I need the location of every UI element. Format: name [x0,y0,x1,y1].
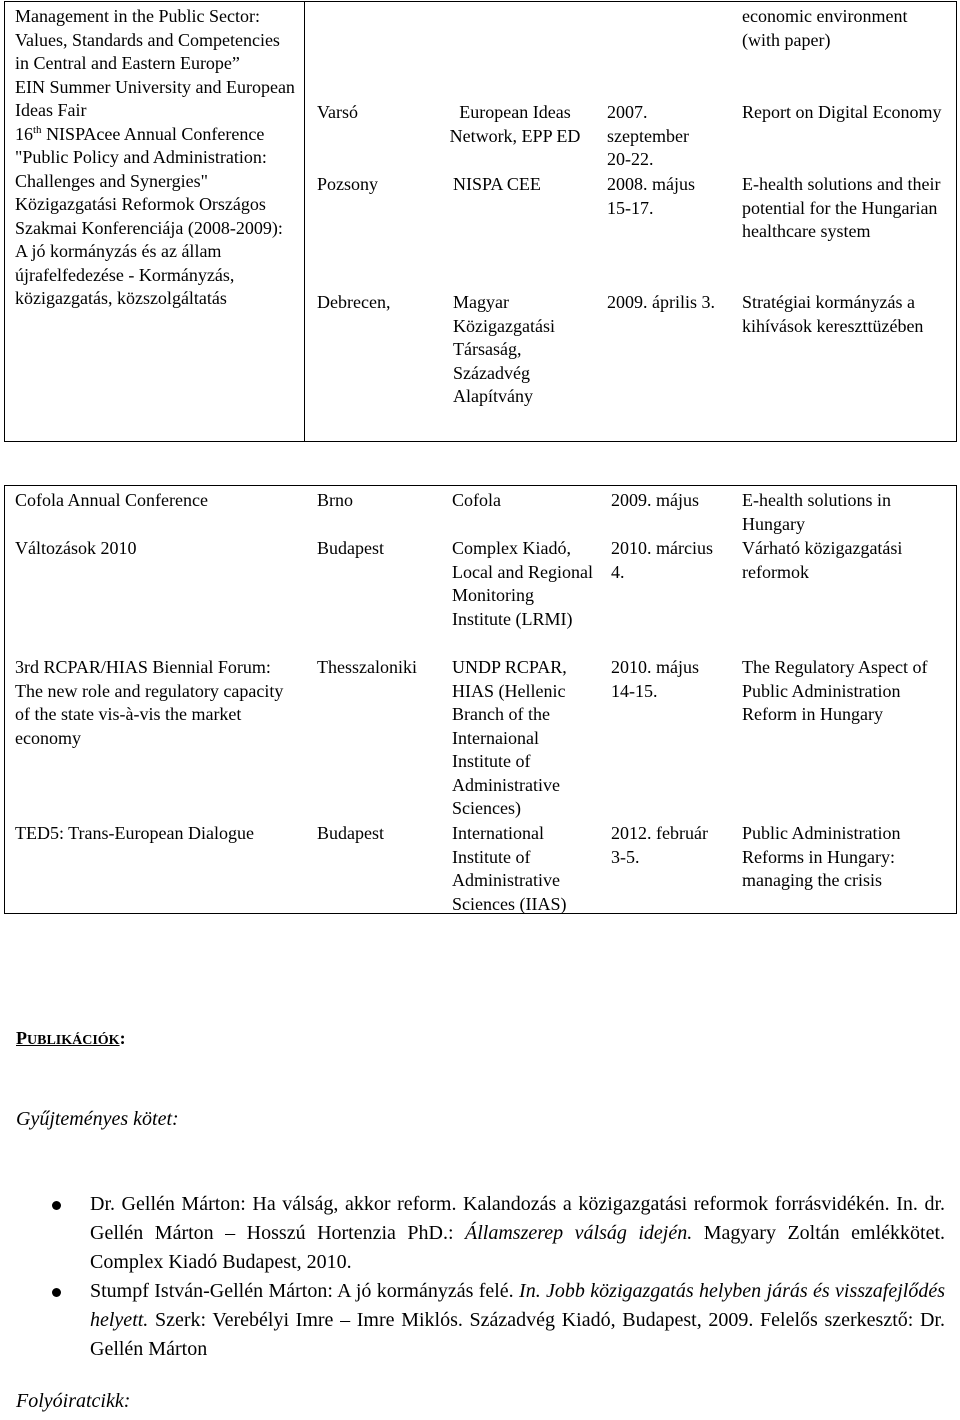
conference-table-1 [4,1,957,442]
organizer: International Institute of Administrative Sciences (IIAS) [452,823,567,914]
date: 2009. május [611,490,699,510]
city: Brno [317,490,353,510]
date: 2009. április 3. [607,292,715,312]
organizer: Complex Kiadó, Local and Regional Monitoring Institute (LRMI) [452,538,593,629]
topic: Stratégiai kormányzás a kihívások kereszttüzében [742,292,924,336]
conference-table-2-body [5,486,957,914]
city: Budapest [317,823,384,843]
event-1: Management in the Public Sector: Values, Standards and Competencies in Central and Eastern Europe” [15,6,280,73]
subheading-collected-volume: Gyűjteményes kötet: [16,1108,179,1130]
event: Cofola Annual Conference [15,490,208,510]
city: Varsó [317,102,358,122]
city: Thesszaloniki [317,657,417,677]
organizer: European Ideas Network, EPP ED [449,102,581,146]
event-4: Közigazgatási Reformok Országos Szakmai Konferenciája (2008-2009): A jó kormányzás és az állam újrafelfedezése - Kormányzás, közigazgatás, közszolgáltatás [15,194,283,308]
subheading-journal-articles: Folyóiratcikk: [16,1390,131,1412]
organizer: Magyar Közigazgatási Társaság, Századvég Alapítvány [453,292,555,406]
topic: Várható közigazgatási reformok [742,538,903,582]
bullet-icon [52,1288,61,1297]
list-item: Dr. Gellén Márton: Ha válság, akkor reform. Kalandozás a közigazgatási reformok forrásvidékén. In. dr. Gellén Márton – Hosszú Hortenzia PhD.: Államszerep válság idején. Magyary Zoltán emlékkötet. Complex Kiadó Budapest, 2010. [0,1190,945,1277]
event-3: 16th NISPAcee Annual Conference "Public Policy and Administration: Challenges and Synergies" [15,123,267,191]
topic: The Regulatory Aspect of Public Administration Reform in Hungary [742,657,928,724]
details-cell [305,2,957,442]
conference-table-2 [4,485,957,914]
topic: E-health solutions and their potential for the Hungarian healthcare system [742,174,941,241]
section-heading: PUBLIKÁCIÓK: [16,1028,126,1048]
date: 2007. szeptember 20-22. [607,102,689,169]
event: 3rd RCPAR/HIAS Biennial Forum: The new role and regulatory capacity of the state vis-à-vis the market economy [15,657,284,748]
date: 2010. március 4. [611,538,713,582]
organizer: NISPA CEE [453,174,541,194]
city: Debrecen, [317,292,391,312]
topic: Public Administration Reforms in Hungary: managing the crisis [742,823,901,890]
topic: Report on Digital Economy [742,102,942,122]
publication-list [0,1190,945,1364]
event-column-cell [5,2,305,442]
event-2: EIN Summer University and European Ideas Fair [15,76,295,120]
topic: economic environment (with paper) [742,6,908,50]
city: Pozsony [317,174,379,194]
topic: E-health solutions in Hungary [742,490,891,534]
date: 2010. május 14-15. [611,657,699,701]
city: Budapest [317,538,384,558]
date: 2012. február 3-5. [611,823,708,867]
event: TED5: Trans-European Dialogue [15,823,254,843]
event: Változások 2010 [15,538,137,558]
list-item: Stumpf István-Gellén Márton: A jó kormányzás felé. In. Jobb közigazgatás helyben járás és visszafejlődés helyett. Szerk: Verebélyi Imre – Imre Miklós. Századvég Kiadó, Budapest, 2009. Felelős szerkesztő: Dr. Gellén Márton [0,1277,945,1364]
bullet-icon [52,1201,61,1210]
date: 2008. május 15-17. [607,174,695,218]
organizer: UNDP RCPAR, HIAS (Hellenic Branch of the Internaional Institute of Administrative Sciences) [452,657,567,818]
organizer: Cofola [452,490,501,510]
